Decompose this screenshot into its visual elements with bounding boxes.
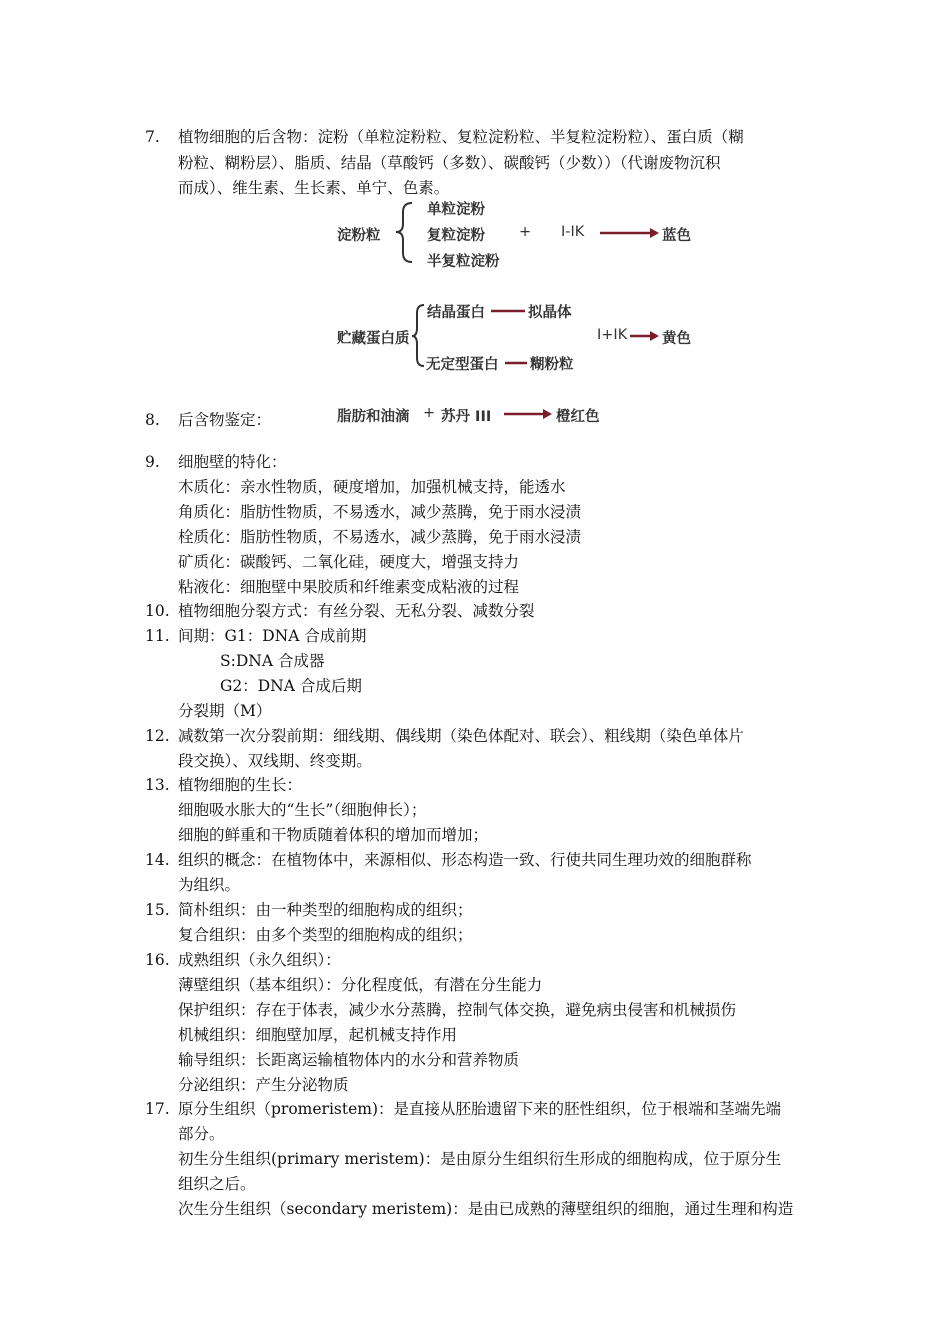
item-number: 10. — [145, 602, 170, 620]
amorphous-protein: 无定型蛋白 — [426, 357, 499, 373]
paragraph-line: 次生分生组织（secondary meristem)：是由已成熟的薄壁组织的细胞，通过生理和构造 — [178, 1200, 794, 1218]
paragraph-line: 粘液化：细胞壁中果胶质和纤维素变成粘液的过程 — [178, 578, 520, 596]
starch-item-compound: 复粒淀粉 — [427, 228, 485, 244]
paragraph-line: 粉粒、糊粉层）、脂质、结晶（草酸钙（多数）、碳酸钙（少数））（代谢废物沉积 — [178, 154, 721, 172]
item-number: 8. — [145, 411, 160, 429]
aleurone-grain: 糊粉粒 — [530, 357, 574, 373]
starch-label: 淀粉粒 — [337, 228, 381, 244]
paragraph-line: S:DNA 合成器 — [220, 652, 325, 670]
paragraph-line: 木质化：亲水性物质，硬度增加，加强机械支持，能透水 — [178, 478, 566, 496]
paragraph-line: 保护组织：存在于体表，减少水分蒸腾，控制气体交换，避免病虫侵害和机械损伤 — [178, 1001, 737, 1019]
paragraph-line: 组织之后。 — [178, 1175, 256, 1193]
starch-item-single: 单粒淀粉 — [427, 202, 485, 218]
paragraph-line: 为组织。 — [178, 876, 241, 894]
protein-label: 贮藏蛋白质 — [337, 331, 410, 347]
item-number: 15. — [145, 901, 170, 919]
paragraph-line: 栓质化：脂肪性物质，不易透水，减少蒸腾，免于雨水浸渍 — [178, 528, 582, 546]
item-number: 7. — [145, 128, 160, 146]
item-number: 11. — [145, 627, 170, 645]
paragraph-line: 部分。 — [178, 1125, 225, 1143]
paragraph-line: 分裂期（M） — [178, 702, 272, 720]
item-number: 14. — [145, 851, 170, 869]
paragraph-line: 细胞的鲜重和干物质随着体积的增加而增加； — [178, 826, 489, 844]
starch-item-half-compound: 半复粒淀粉 — [427, 254, 500, 270]
paragraph-line: 分泌组织：产生分泌物质 — [178, 1076, 349, 1094]
item-number: 13. — [145, 776, 170, 794]
plus-sign-2: + — [423, 405, 436, 421]
iodine-reagent-label: I-IK — [561, 224, 585, 240]
iodine-reagent-label-2: I+IK — [597, 327, 628, 343]
paragraph-line: 薄壁组织（基本组织）：分化程度低，有潜在分生能力 — [178, 976, 543, 994]
result-yellow: 黄色 — [662, 331, 691, 347]
paragraph-line: 原分生组织（promeristem)：是直接从胚胎遗留下来的胚性组织，位于根端和茎端先端 — [178, 1100, 782, 1118]
paragraph-line: 段交换）、双线期、终变期。 — [178, 752, 372, 770]
paragraph-line: 细胞壁的特化： — [178, 453, 287, 471]
paragraph-line: G2：DNA 合成后期 — [220, 677, 362, 695]
paragraph-line: 植物细胞的后含物：淀粉（单粒淀粉粒、复粒淀粉粒、半复粒淀粉粒）、蛋白质（糊 — [178, 128, 744, 146]
paragraph-line: 矿质化：碳酸钙、二氧化硅，硬度大，增强支持力 — [178, 553, 520, 571]
paragraph-line: 植物细胞的生长： — [178, 776, 303, 794]
paragraph-line: 角质化：脂肪性物质，不易透水，减少蒸腾，免于雨水浸渍 — [178, 503, 582, 521]
paragraph-line: 细胞吸水胀大的“生长”（细胞伸长）； — [178, 801, 427, 819]
paragraph-line: 后含物鉴定： — [178, 411, 272, 429]
paragraph-line: 初生分生组织(primary meristem)：是由原分生组织衍生形成的细胞构成，位于原分生 — [178, 1150, 782, 1168]
result-blue: 蓝色 — [662, 228, 691, 244]
paragraph-line: 减数第一次分裂前期：细线期、偶线期（染色体配对、联会）、粗线期（染色单体片 — [178, 727, 744, 745]
paragraph-line: 组织的概念：在植物体中，来源相似、形态构造一致、行使共同生理功效的细胞群称 — [178, 851, 752, 869]
paragraph-line: 植物细胞分裂方式：有丝分裂、无私分裂、减数分裂 — [178, 602, 535, 620]
crystal-protein: 结晶蛋白 — [427, 305, 485, 321]
result-orange-red: 橙红色 — [556, 409, 600, 425]
paragraph-line: 简朴组织：由一种类型的细胞构成的组织； — [178, 901, 473, 919]
paragraph-line: 输导组织：长距离运输植物体内的水分和营养物质 — [178, 1051, 520, 1069]
sudan-reagent-label: 苏丹 III — [441, 409, 492, 425]
paragraph-line: 而成）、维生素、生长素、单宁、色素。 — [178, 179, 450, 197]
lipid-label: 脂肪和油滴 — [337, 409, 410, 425]
paragraph-line: 机械组织：细胞壁加厚，起机械支持作用 — [178, 1026, 458, 1044]
paragraph-line: 间期：G1：DNA 合成前期 — [178, 627, 367, 645]
item-number: 12. — [145, 727, 170, 745]
paragraph-line: 复合组织：由多个类型的细胞构成的组织； — [178, 926, 473, 944]
item-number: 16. — [145, 951, 170, 969]
item-number: 17. — [145, 1100, 170, 1118]
paragraph-line: 成熟组织（永久组织）： — [178, 951, 341, 969]
plus-sign: + — [519, 224, 532, 240]
arrow-to-orange — [0, 0, 950, 450]
item-number: 9. — [145, 453, 160, 471]
crystalloid: 拟晶体 — [528, 305, 572, 321]
